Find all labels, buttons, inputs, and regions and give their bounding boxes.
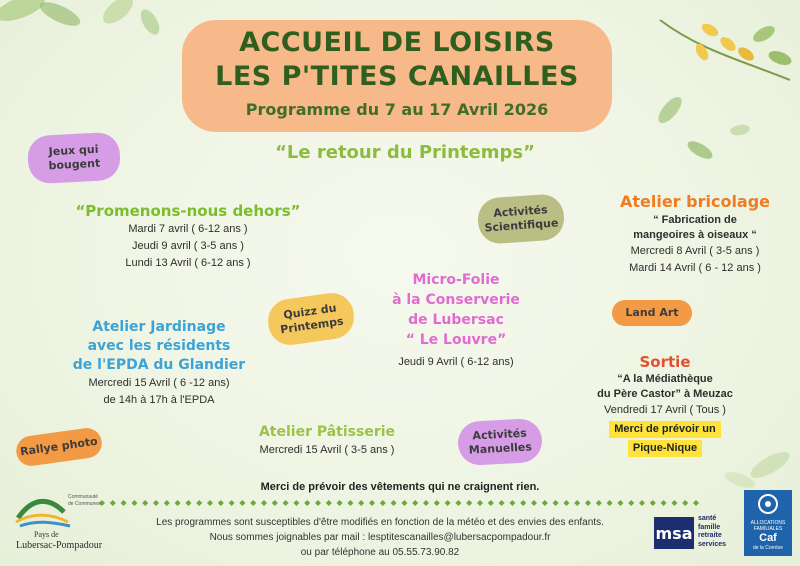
section-title: “Promenons-nous dehors” (75, 202, 301, 220)
title-line-2: LES P'TITES CANAILLES (215, 61, 579, 92)
section-patisserie (232, 423, 422, 459)
divider-dot (347, 500, 353, 506)
session-line: de 14h à 17h à l'EPDA (103, 394, 215, 406)
title-banner (182, 20, 612, 132)
section-title: Atelier Pâtisserie (258, 424, 396, 440)
divider-dot (153, 500, 159, 506)
section-title-line: avec les résidents (87, 338, 231, 354)
picnic-note: Merci de prévoir un (609, 421, 720, 438)
divider-dot (477, 500, 483, 506)
section-title-line: à la Conserverie (392, 292, 520, 308)
session-line: Mercredi 15 Avril ( 6 -12 ans) (88, 377, 230, 389)
msa-mark: msa (654, 517, 694, 549)
divider-dot (250, 500, 256, 506)
section-title-line: de Lubersac (408, 312, 504, 328)
section-microfolie (356, 270, 556, 371)
community-name: Lubersac-Pompadour (16, 540, 103, 551)
divider-dot (185, 500, 191, 506)
session-line: Mardi 7 avril ( 6-12 ans ) (128, 223, 248, 235)
session-line: Mardi 14 Avril ( 6 - 12 ans ) (629, 262, 761, 274)
divider-dot (434, 500, 440, 506)
divider-dot (272, 500, 278, 506)
divider-dot (196, 500, 202, 506)
badge-quizz-du-printemps: Quizz du Printemps (265, 290, 357, 348)
divider-dot (607, 500, 613, 506)
divider-dot (553, 500, 559, 506)
divider-dot (455, 500, 461, 506)
caf-label: de la Corrèze (752, 545, 783, 551)
footer-info (110, 515, 650, 560)
divider-dot (293, 500, 299, 506)
program-theme: “Le retour du Printemps” (275, 142, 535, 163)
session-line: Jeudi 9 avril ( 3-5 ans ) (132, 240, 244, 252)
community-logo (12, 492, 108, 558)
session-line: Jeudi 9 Avril ( 6-12 ans) (398, 356, 514, 368)
divider-dot (423, 500, 429, 506)
divider-dot (682, 500, 688, 506)
divider-dot (239, 500, 245, 506)
divider-dot (585, 500, 591, 506)
flowers-top-right-decoration (640, 0, 800, 170)
badge-rallye-photo: Rallye photo (14, 426, 103, 468)
caf-emblem-icon (755, 493, 781, 515)
session-line: Lundi 13 Avril ( 6-12 ans ) (125, 257, 251, 269)
divider-dot (488, 500, 494, 506)
divider-dot (671, 500, 677, 506)
dotted-divider (98, 498, 703, 508)
divider-dot (315, 500, 321, 506)
community-label: de Communes (68, 501, 101, 507)
divider-dot (164, 500, 170, 506)
divider-dot (142, 500, 148, 506)
section-title: Atelier bricolage (619, 192, 771, 211)
divider-dot (574, 500, 580, 506)
divider-dot (261, 500, 267, 506)
msa-label: retraite (698, 532, 722, 539)
divider-dot (693, 500, 699, 506)
msa-label: famille (698, 523, 721, 531)
session-line: Vendredi 17 Avril ( Tous ) (604, 404, 726, 416)
section-title-line: Micro-Folie (412, 272, 500, 288)
divider-dot (542, 500, 548, 506)
divider-dot (509, 500, 515, 506)
divider-dot (650, 500, 656, 506)
section-title: Sortie (639, 353, 691, 371)
footer-line: ou par téléphone au 05.55.73.90.82 (300, 547, 460, 558)
divider-dot (531, 500, 537, 506)
community-name: Pays de (34, 530, 59, 539)
section-subtitle: du Père Castor” à Meuzac (597, 388, 733, 400)
section-jardinage (44, 318, 274, 409)
divider-dot (596, 500, 602, 506)
section-bricolage (600, 191, 790, 277)
community-label: Communauté (68, 494, 99, 500)
section-title-line: de l'EPDA du Glandier (72, 357, 246, 373)
msa-label: services (698, 540, 727, 548)
divider-dot (121, 500, 127, 506)
section-title-line: Atelier Jardinage (92, 319, 226, 335)
badge-jeux-qui-bougent: Jeux qui bougent (27, 132, 121, 185)
footer-line: Nous sommes joignables par mail : lesptitescanailles@lubersacpompadour.fr (209, 532, 551, 543)
divider-dot (617, 500, 623, 506)
divider-dot (110, 500, 116, 506)
divider-dot (628, 500, 634, 506)
caf-label: FAMILIALES (753, 526, 783, 532)
divider-dot (412, 500, 418, 506)
divider-dot (369, 500, 375, 506)
program-dates: Programme du 7 au 17 Avril 2026 (245, 100, 549, 119)
divider-dot (563, 500, 569, 506)
caf-logo (744, 490, 792, 556)
badge-activites-scientifique: Activités Scientifique (477, 193, 566, 245)
divider-dot (218, 500, 224, 506)
divider-dot (391, 500, 397, 506)
footer-line: Les programmes sont susceptibles d'être modifiés en fonction de la météo et des envies des enfants. (156, 517, 604, 528)
section-subtitle: “A la Médiathèque (617, 373, 713, 385)
section-subtitle: mangeoires à oiseaux “ (633, 229, 757, 241)
divider-dot (380, 500, 386, 506)
divider-dot (304, 500, 310, 506)
section-promenons (72, 201, 304, 272)
section-title-line: “ Le Louvre” (405, 332, 507, 348)
divider-dot (520, 500, 526, 506)
divider-dot (337, 500, 343, 506)
leaves-top-left-decoration (0, 0, 190, 70)
section-subtitle: “ Fabrication de (653, 214, 737, 226)
divider-dot (445, 500, 451, 506)
divider-dot (283, 500, 289, 506)
divider-dot (661, 500, 667, 506)
divider-dot (229, 500, 235, 506)
divider-dot (175, 500, 181, 506)
caf-label: ALLOCATIONS (750, 520, 786, 526)
msa-logo (654, 515, 740, 551)
divider-dot (358, 500, 364, 506)
msa-label: santé (698, 515, 717, 522)
picnic-note: Pique-Nique (628, 440, 702, 457)
divider-dot (466, 500, 472, 506)
section-sortie (580, 352, 750, 457)
divider-dot (401, 500, 407, 506)
divider-dot (499, 500, 505, 506)
session-line: Mercredi 15 Avril ( 3-5 ans ) (259, 444, 395, 456)
badge-land-art: Land Art (612, 300, 692, 326)
divider-dot (131, 500, 137, 506)
badge-activites-manuelles: Activités Manuelles (457, 418, 543, 466)
clothing-notice: Merci de prévoir des vêtements qui ne craignent rien. (260, 481, 540, 493)
divider-dot (207, 500, 213, 506)
divider-dot (639, 500, 645, 506)
caf-label: Caf (759, 532, 777, 544)
session-line: Mercredi 8 Avril ( 3-5 ans ) (630, 245, 760, 257)
divider-dot (326, 500, 332, 506)
title-line-1: ACCUEIL DE LOISIRS (239, 27, 555, 58)
